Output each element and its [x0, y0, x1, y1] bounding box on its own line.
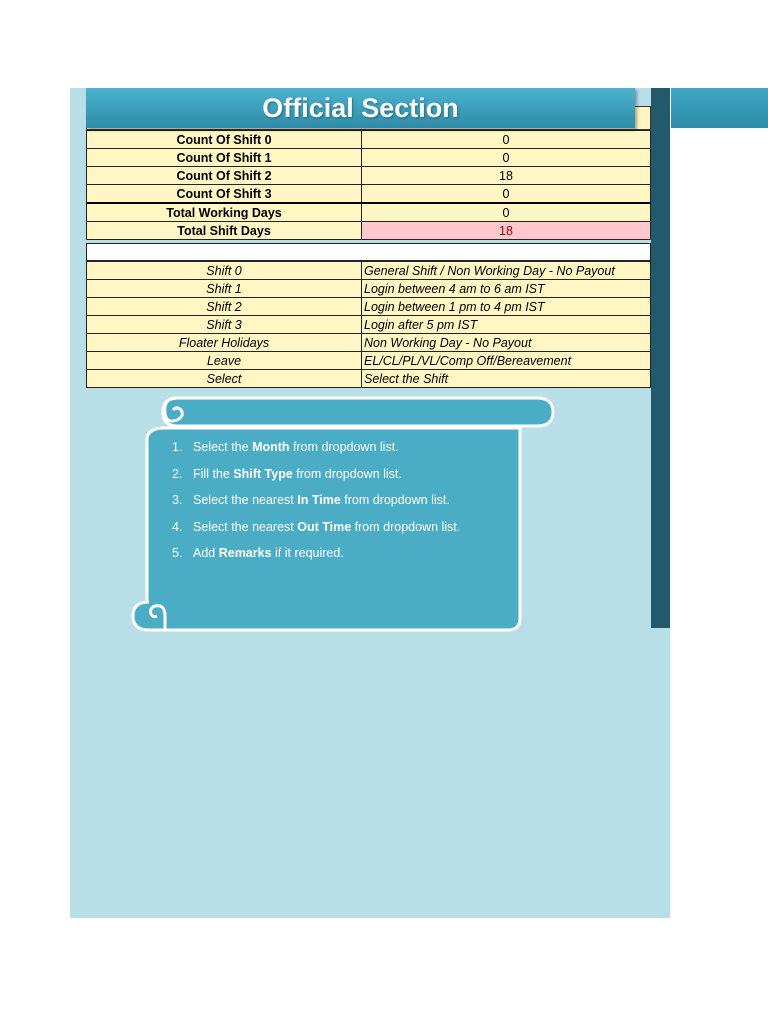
step-number: 5.: [172, 546, 183, 560]
legend-label-cell[interactable]: Select: [87, 370, 362, 388]
table-row: [87, 203, 651, 222]
total-working-days-label[interactable]: Total Working Days: [87, 203, 362, 222]
table-row: [87, 370, 651, 388]
step-number: 4.: [172, 519, 183, 534]
table-row: [87, 185, 651, 204]
list-item: [172, 467, 512, 494]
legend-description-cell[interactable]: Non Working Day - No Payout: [362, 334, 651, 352]
official-section-title: Official Section: [86, 88, 635, 128]
step-number: 2.: [172, 466, 183, 481]
step-text: Select the nearest In Time from dropdown list.: [193, 493, 450, 507]
total-shift-days-label[interactable]: Total Shift Days: [87, 222, 362, 240]
instruction-list: [172, 440, 512, 573]
count-value-cell[interactable]: 0: [362, 131, 651, 149]
right-frame-bar: [651, 88, 670, 628]
table-row: [87, 222, 651, 240]
step-text: Select the Month from dropdown list.: [193, 440, 399, 454]
list-item: [172, 546, 512, 573]
step-text: Select the nearest Out Time from dropdown list.: [193, 519, 461, 534]
list-item: [172, 520, 512, 547]
legend-label-cell[interactable]: Shift 3: [87, 316, 362, 334]
legend-label-cell[interactable]: Floater Holidays: [87, 334, 362, 352]
count-value-cell[interactable]: 0: [362, 185, 651, 204]
shift-legend-table: [86, 261, 651, 388]
count-label-cell[interactable]: Count Of Shift 3: [87, 185, 362, 204]
step-text: Add Remarks if it required.: [193, 546, 344, 560]
blank-separator-row[interactable]: [86, 243, 651, 261]
table-row: [87, 149, 651, 167]
shift-count-table: [86, 130, 651, 240]
legend-description-cell[interactable]: Select the Shift: [362, 370, 651, 388]
count-value-cell[interactable]: 0: [362, 149, 651, 167]
count-label-cell[interactable]: Count Of Shift 0: [87, 131, 362, 149]
table-row: [87, 334, 651, 352]
total-shift-days-value[interactable]: 18: [362, 222, 651, 240]
table-row: [87, 280, 651, 298]
right-header-tab: [671, 88, 768, 128]
legend-description-cell[interactable]: Login between 1 pm to 4 pm IST: [362, 298, 651, 316]
step-number: 1.: [172, 440, 183, 454]
legend-description-cell[interactable]: EL/CL/PL/VL/Comp Off/Bereavement: [362, 352, 651, 370]
count-label-cell[interactable]: Count Of Shift 1: [87, 149, 362, 167]
list-item: [172, 493, 512, 520]
step-number: 3.: [172, 493, 183, 507]
legend-description-cell[interactable]: Login after 5 pm IST: [362, 316, 651, 334]
table-row: [87, 262, 651, 280]
count-value-cell[interactable]: 18: [362, 167, 651, 185]
legend-label-cell[interactable]: Shift 2: [87, 298, 362, 316]
table-row: [87, 316, 651, 334]
legend-label-cell[interactable]: Shift 1: [87, 280, 362, 298]
table-row: [87, 131, 651, 149]
legend-label-cell[interactable]: Leave: [87, 352, 362, 370]
legend-description-cell[interactable]: General Shift / Non Working Day - No Payout: [362, 262, 651, 280]
table-row: [87, 167, 651, 185]
table-row: [87, 298, 651, 316]
step-text: Fill the Shift Type from dropdown list.: [193, 466, 402, 481]
list-item: [172, 440, 512, 467]
legend-label-cell[interactable]: Shift 0: [87, 262, 362, 280]
table-row: [87, 352, 651, 370]
legend-description-cell[interactable]: Login between 4 am to 6 am IST: [362, 280, 651, 298]
count-label-cell[interactable]: Count Of Shift 2: [87, 167, 362, 185]
total-working-days-value[interactable]: 0: [362, 203, 651, 222]
